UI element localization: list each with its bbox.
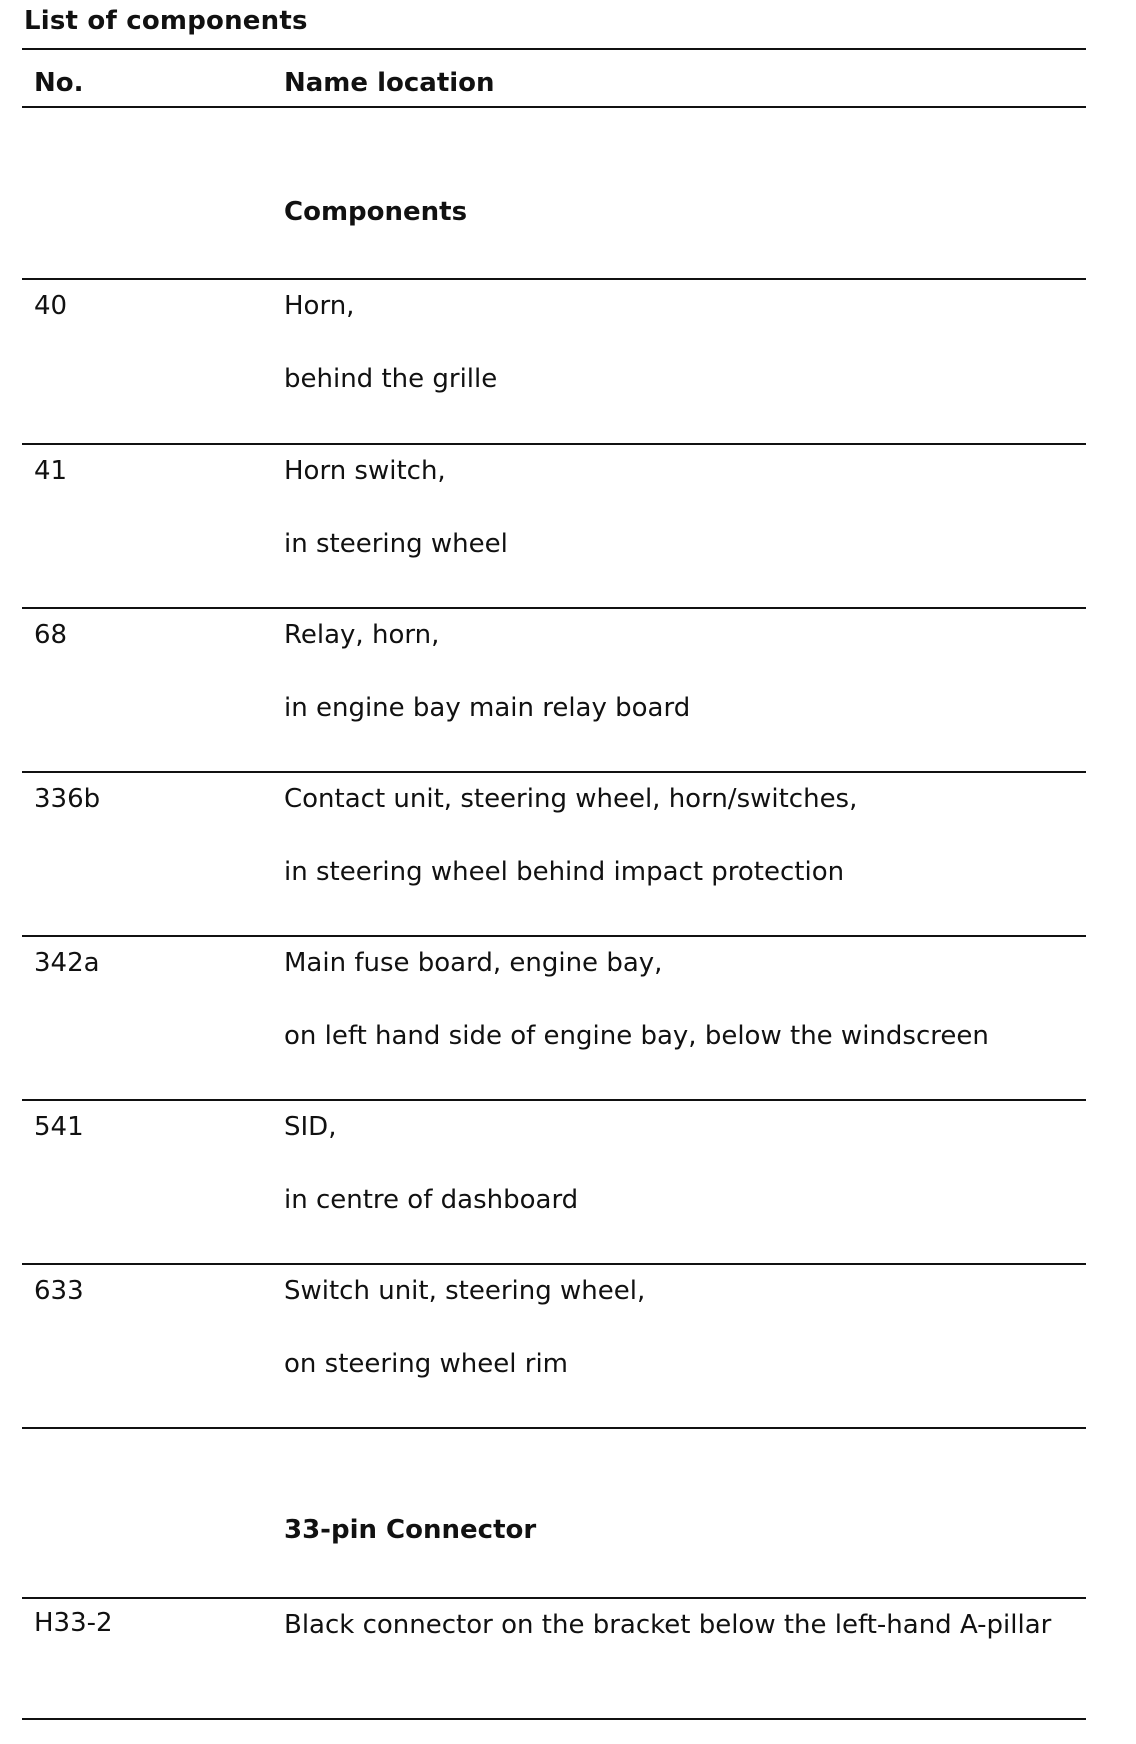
component-name: Switch unit, steering wheel, [284, 1276, 646, 1306]
divider [22, 1263, 1086, 1265]
component-number: 541 [34, 1112, 84, 1142]
divider [22, 935, 1086, 937]
component-location: in steering wheel [284, 529, 508, 559]
component-name: SID, [284, 1112, 337, 1142]
component-location: in steering wheel behind impact protection [284, 857, 845, 887]
divider [22, 1099, 1086, 1101]
column-header-name-location: Name location [284, 68, 495, 98]
component-location: behind the grille [284, 364, 498, 394]
section-title-connector: 33-pin Connector [284, 1515, 537, 1545]
divider [22, 1718, 1086, 1720]
divider [22, 443, 1086, 445]
component-name: Contact unit, steering wheel, horn/switches, [284, 784, 858, 814]
component-number: 336b [34, 784, 101, 814]
divider [22, 106, 1086, 108]
component-number: 41 [34, 456, 68, 486]
component-name: Horn switch, [284, 456, 446, 486]
component-number: 40 [34, 291, 68, 321]
divider [22, 278, 1086, 280]
component-location: in centre of dashboard [284, 1185, 579, 1215]
component-location: on left hand side of engine bay, below the windscreen [284, 1021, 989, 1051]
component-number: 633 [34, 1276, 84, 1306]
component-location: in engine bay main relay board [284, 693, 691, 723]
column-header-no: No. [34, 68, 84, 98]
component-name: Relay, horn, [284, 620, 440, 650]
divider [22, 1427, 1086, 1429]
page-title: List of components [24, 6, 308, 36]
divider [22, 1597, 1086, 1599]
divider [22, 48, 1086, 50]
divider [22, 607, 1086, 609]
component-number: 68 [34, 620, 68, 650]
component-name: Horn, [284, 291, 355, 321]
component-name: Main fuse board, engine bay, [284, 948, 663, 978]
divider [22, 771, 1086, 773]
connector-number: H33-2 [34, 1608, 113, 1638]
component-location: on steering wheel rim [284, 1349, 569, 1379]
connector-description: Black connector on the bracket below the left-hand A-pillar [284, 1610, 1052, 1640]
section-title-components: Components [284, 197, 468, 227]
component-number: 342a [34, 948, 100, 978]
